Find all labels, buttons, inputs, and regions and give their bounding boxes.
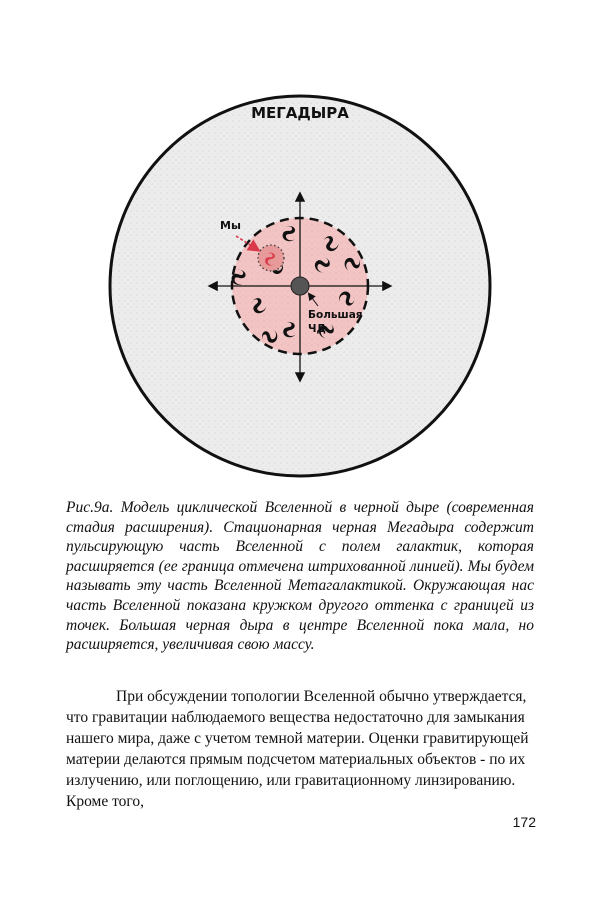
figure-megadyra (100, 90, 500, 490)
label-black-hole-line1: Большая (308, 309, 363, 321)
central-black-hole (291, 277, 309, 295)
figure-caption: Рис.9а. Модель циклической Вселенной в черной дыре (современная стадия расширения). Стационарная черная Мегадыра содержит пульсирующую часть Вселенной с полем галактик, которая расширяется (ее граница отмечена штрихованной линией). Мы будем называть эту часть Вселенной Метагалактикой. Окружающая нас часть Вселенной показана кружком другого оттенка с границей из точек. Большая черная дыра в центре Вселенной пока мала, но расширяется, увеличивая свою массу. (66, 499, 534, 654)
megadyra-title: МЕГАДЫРА (251, 104, 349, 122)
label-black-hole-line2: ЧД (308, 323, 326, 335)
page-number: 172 (512, 814, 536, 830)
body-paragraph (66, 686, 536, 812)
label-we: Мы (220, 219, 241, 232)
body-paragraph-text: При обсуждении топологии Вселенной обычно утверждается, что гравитации наблюдаемого вещества недостаточно для замыкания нашего мира, даже с учетом темной материи. Оценки гравитирующей материи делаются прямым подсчетом материальных объектов - по их излучению, или поглощению, или гравитационному линзированию. Кроме того, (66, 688, 529, 810)
megadyra-diagram (100, 90, 500, 490)
